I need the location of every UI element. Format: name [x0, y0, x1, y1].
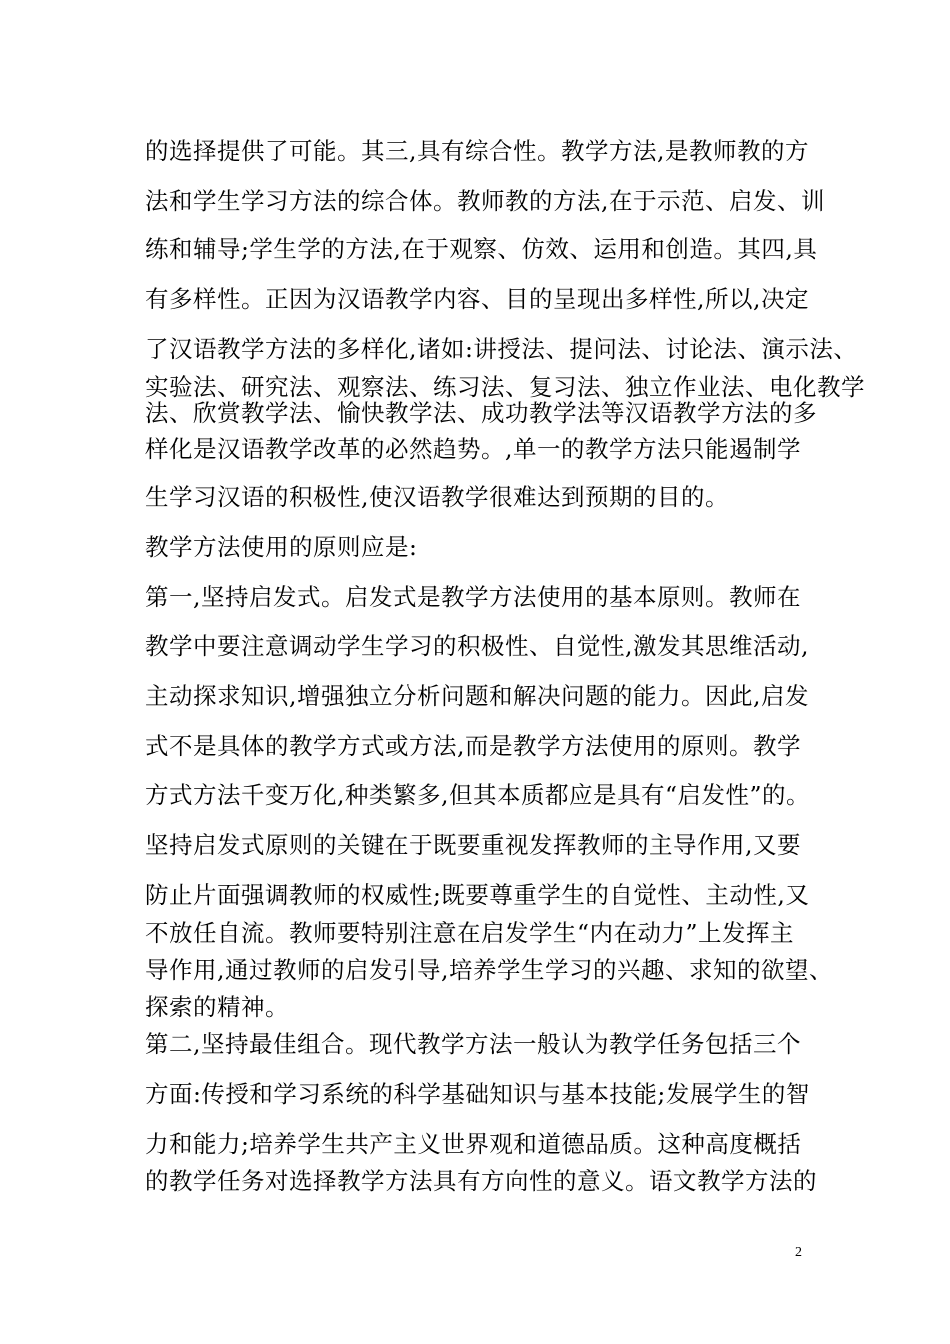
body-text-line: 主动探求知识,增强独立分析问题和解决问题的能力。因此,启发: [145, 682, 809, 710]
body-text-line: 不放任自流。教师要特别注意在启发学生“内在动力”上发挥主: [145, 919, 795, 947]
body-text-line: 方面:传授和学习系统的科学基础知识与基本技能;发展学生的智: [145, 1080, 810, 1108]
page-number: 2: [795, 1245, 802, 1260]
body-text-line: 生学习汉语的积极性,使汉语教学很难达到预期的目的。: [145, 483, 729, 511]
body-text-line: 的选择提供了可能。其三,具有综合性。教学方法,是教师教的方: [145, 137, 809, 165]
body-text-line: 教学中要注意调动学生学习的积极性、自觉性,激发其思维活动,: [145, 632, 809, 660]
body-text-line: 第二,坚持最佳组合。现代教学方法一般认为教学任务包括三个: [145, 1030, 801, 1058]
body-text-line: 力和能力;培养学生共产主义世界观和道德品质。这种高度概括: [145, 1130, 802, 1158]
body-text-line: 坚持启发式原则的关键在于既要重视发挥教师的主导作用,又要: [145, 831, 801, 859]
body-text-line: 方式方法千变万化,种类繁多,但其本质都应是具有“启发性”的。: [145, 781, 810, 809]
body-text-line: 练和辅导;学生学的方法,在于观察、仿效、运用和创造。其四,具: [145, 235, 818, 263]
body-text-line: 导作用,通过教师的启发引导,培养学生学习的兴趣、求知的欲望、: [145, 956, 833, 984]
body-text-line: 法、欣赏教学法、愉快教学法、成功教学法等汉语教学方法的多: [145, 399, 817, 427]
body-text-line: 式不是具体的教学方式或方法,而是教学方法使用的原则。教学: [145, 732, 801, 760]
body-text-line: 法和学生学习方法的综合体。教师教的方法,在于示范、启发、训: [145, 187, 825, 215]
body-text-line: 第一,坚持启发式。启发式是教学方法使用的基本原则。教师在: [145, 583, 801, 611]
body-text-line: 探索的精神。: [145, 993, 289, 1021]
body-text-line: 的教学任务对选择教学方法具有方向性的意义。语文教学方法的: [145, 1167, 817, 1195]
section-heading: 教学方法使用的原则应是:: [145, 533, 418, 561]
body-text-line: 有多样性。正因为汉语教学内容、目的呈现出多样性,所以,决定: [145, 285, 809, 313]
body-text-line: 防止片面强调教师的权威性;既要尊重学生的自觉性、主动性,又: [145, 881, 810, 909]
body-text-line: 样化是汉语教学改革的必然趋势。,单一的教学方法只能遏制学: [145, 435, 801, 463]
body-text-line: 实验法、研究法、观察法、练习法、复习法、独立作业法、电化教学: [145, 373, 865, 401]
body-text-line: 了汉语教学方法的多样化,诸如:讲授法、提问法、讨论法、演示法、: [145, 335, 858, 363]
